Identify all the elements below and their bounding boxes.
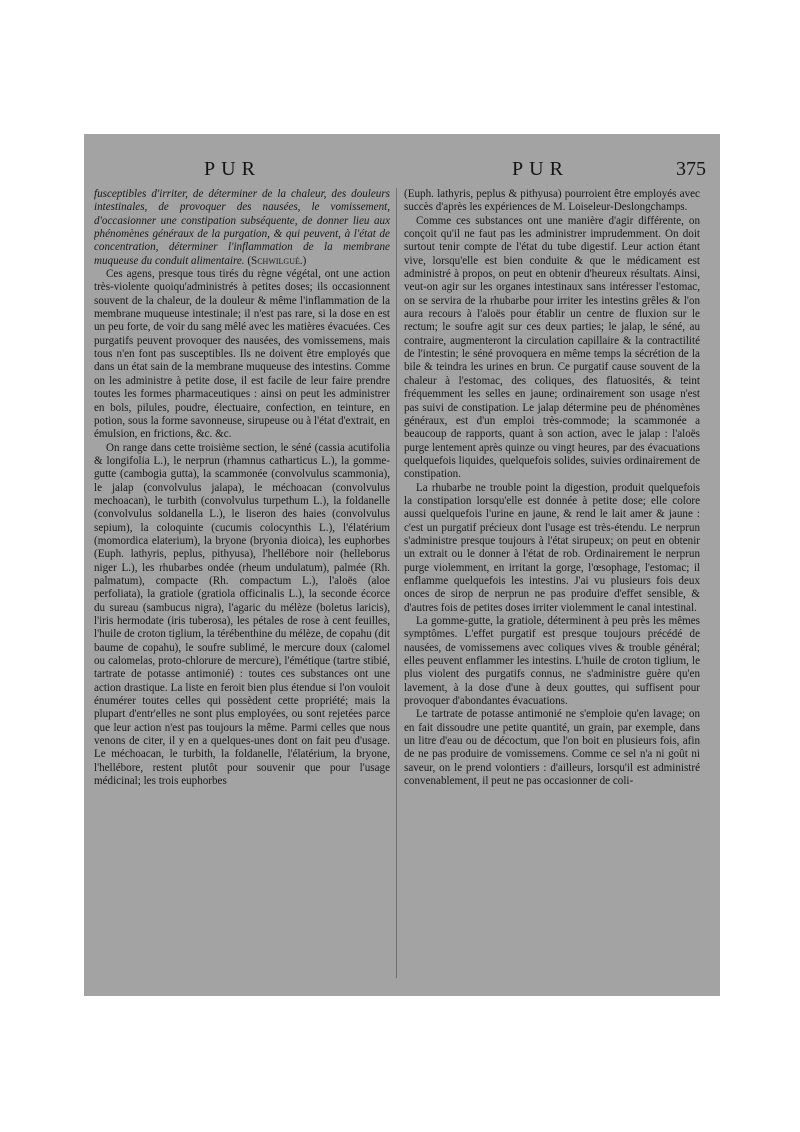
page-number: 375 bbox=[676, 158, 706, 180]
paragraph-rhubarbe: La rhubarbe ne trouble point la digestion, produit quelquefois la constipation lorsqu'elle est donnée à petite dose; elle colore aussi quelquefois l'urine en jaune, & rend le lait amer & jaune : c'est un purgatif précieux dont l'usage est très-étendu. Le nerprun s'administre presque toujours à l'état sirupeux; on peut en obtenir un extrait ou le donner à l'état de rob. Ordinairement le nerprun purge violemment, en irritant la gorge, l'œsophage, l'estomac; il enflamme quelquefois les intestins. J'ai vu plusieurs fois deux onces de sirop de nerprun ne pas produire d'effet sensible, & d'autres fois de petites doses irriter violemment le canal intestinal. bbox=[404, 481, 700, 614]
paragraph-action: Comme ces substances ont une manière d'agir différente, on conçoit qu'il ne faut pas les administrer imprudemment. On doit surtout tenir compte de l'état du tube digestif. Leur action étant vive, lorsqu'elle est bien conduite & que le médicament est administré à propos, on peut en obtenir d'heureux résultats. Ainsi, veut-on agir sur les organes intestinaux sans intéresser l'estomac, on se servira de la rhubarbe pour irriter les intestins grêles & l'on aura recours à l'aloës pour établir un centre de fluxion sur le rectum; le soufre agit sur ces deux parties; le jalap, le séné, au contraire, augmenteront la circulation capillaire & la contractilité de l'intestin; le séné provoquera en même temps la sécrétion de la bile & teindra les urines en brun. Ce purgatif cause souvent de la chaleur à l'estomac, des coliques, des flatuosités, & teint fréquemment les selles en jaune; ordinairement son usage n'est pas suivi de constipation. Le jalap détermine peu de phénomènes généraux, est d'un emploi très-commode; la scammonée a beaucoup de rapports, quant à son action, avec le jalap : l'aloës purge lentement après quinze ou vingt heures, par des évacuations quelquefois liquides, quelquefois solides, suivies ordinairement de constipation. bbox=[404, 214, 700, 481]
running-head-right: PUR bbox=[512, 158, 569, 180]
column-divider bbox=[396, 188, 397, 978]
paragraph-agents: Ces agens, presque tous tirés du règne végétal, ont une action très-violente quoiqu'administrés à petites doses; ils occasionnent souvent de la chaleur, de la douleur & même l'inflammation de la membrane muqueuse intestinale; il n'est pas rare, si la dose en est un peu forte, de voir du sang mêlé avec les matières évacuées. Ces purgatifs peuvent provoquer des nausées, des vomissemens, mais tous n'en font pas susceptibles. Ils ne doivent être employés que dans un état sain de la membrane muqueuse des intestins. Comme on les administre à petite dose, il est facile de leur faire prendre toutes les formes pharmaceutiques : ainsi on peut les administrer en bols, pilules, poudre, électuaire, confection, en teinture, en potion, sous la forme savonneuse, sirupeuse ou à l'état d'extrait, en émulsion, en frictions, &c. &c. bbox=[94, 268, 390, 441]
paragraph-gomme-gutte: La gomme-gutte, la gratiole, déterminent à peu près les mêmes symptômes. L'effet purgatif est presque toujours précédé de nausées, de vomissemens avec coliques vives & trouble général; elles peuvent enflammer les intestins. L'huile de croton tiglium, le plus violent des purgatifs connus, ne s'administre guère qu'en lavement, à la dose d'une à deux gouttes, qui suffisent pour provoquer d'abondantes évacuations. bbox=[404, 615, 700, 708]
right-text-column bbox=[404, 188, 700, 988]
book-page bbox=[94, 142, 710, 988]
paragraph-euphorbes: (Euph. lathyris, peplus & pithyusa) pourroient être employés avec succès d'après les expériences de M. Loiseleur-Deslongchamps. bbox=[404, 188, 700, 214]
definition-text: fusceptibles d'irriter, de déterminer de la chaleur, des douleurs intestinales, de provoquer des nausées, le vomissement, d'occasionner une constipation subséquente, de donner lieu aux phénomènes généraux de la purgation, & qui peuvent, à l'état de concentration, déterminer l'inflammation de la membrane muqueuse du conduit alimentaire. bbox=[94, 188, 390, 267]
paragraph-definition bbox=[94, 188, 390, 268]
left-text-column bbox=[94, 188, 390, 988]
running-head-left: PUR bbox=[204, 158, 261, 180]
author-attribution: (Schwilgué.) bbox=[247, 254, 307, 267]
paragraph-substances-list: On range dans cette troisième section, le séné (cassia acutifolia & longifolia L.), le nerprun (rhamnus catharticus L.), la gomme-gutte (cambogia gutta), la scammonée (convolvulus scammonia), le jalap (convolvulus jalapa), le méchoacan (convolvulus mechoacan), le turbith (convolvulus turpethum L.), la foldanelle (convolvulus soldanella L.), le liseron des haies (convolvulus sepium), la coloquinte (cucumis colocynthis L.), l'élatérium (momordica elaterium), la bryone (bryonia dioica), les euphorbes (Euph. lathyris, peplus, pithyusa), l'hellébore noir (helleborus niger L.), les rhubarbes ondée (rheum undulatum), palmée (Rh. palmatum), compacte (Rh. compactum L.), l'aloës (aloe perfoliata), la gratiole (gratiola officinalis L.), la seconde écorce du sureau (sambucus nigra), l'agaric du mélèze (boletus laricis), l'iris hermodate (iris tuberosa), les pétales de rose à cent feuilles, l'huile de croton tiglium, la térébenthine du mélèze, de copahu (dit baume de copahu), le soufre sublimé, le mercure doux (calomel ou calomelas, proto-chlorure de mercure), l'émétique (tartre stibié, tartrate de potasse antimonié) : toutes ces substances ont une action drastique. La liste en feroit bien plus étendue si l'on vouloit énumérer toutes celles qui possèdent cette propriété; mais la plupart d'entr'elles ne sont plus employées, ou sont rejetées parce que leur action n'est pas toujours la même. Parmi celles que nous venons de citer, il y en a quelques-unes dont on fait peu d'usage. Le méchoacan, le turbith, la foldanelle, l'élatérium, la bryone, l'hellébore, restent plutôt pour souvenir que pour l'usage médicinal; les trois euphorbes bbox=[94, 441, 390, 788]
scanned-page-background bbox=[84, 134, 720, 996]
page-header bbox=[94, 158, 710, 184]
paragraph-tartrate: Le tartrate de potasse antimonié ne s'emploie qu'en lavage; on en fait dissoudre une petite quantité, un grain, par exemple, dans un litre d'eau ou de décoctum, que l'on boit en plusieurs fois, afin de ne pas produire de vomissemens. Comme ce sel n'a ni goût ni saveur, on le prend volontiers : d'ailleurs, lorsqu'il est administré convenablement, il peut ne pas occasionner de coli- bbox=[404, 708, 700, 788]
